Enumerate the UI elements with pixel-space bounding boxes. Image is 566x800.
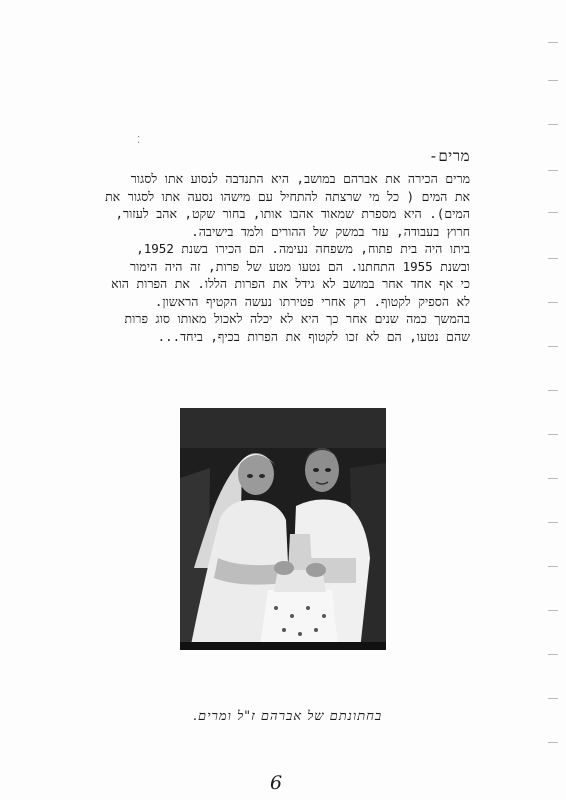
photo-caption: בחתונתם של אברהם ז"ל ומרים. — [192, 709, 383, 724]
paragraph-line: המים). היא מספרת שמאוד אהבו אותו, בחור שקט, אהב לעזור, — [115, 206, 470, 221]
paragraph-line: מרים הכירה את אברהם במושב, היא התנדבה לנסוע אתו לסגור — [130, 171, 470, 186]
scan-margin-marks — [546, 40, 558, 760]
paragraph-line: ביתו היה בית פתוח, משפחה נעימה. הם הכירו בשנת 1952, — [136, 241, 470, 256]
page-number: 6 — [270, 772, 283, 794]
wedding-photo-image — [180, 408, 386, 650]
paragraph-line: חרוץ בעבודה, עזר במשק של ההורים ולמד בישיבה. — [191, 223, 470, 239]
paragraph-line: כי אף אחד אחר במושב לא גידל את הפרות הללו. את הפרות הוא — [111, 276, 470, 291]
paragraph-line: את המים ( כל מי שרצתה להתחיל עם מישהו נסעה אתו לסגור את — [105, 188, 470, 204]
scan-speck: ⁚ — [137, 135, 141, 146]
paragraph-line: בהמשך כמה שנים אחר כך היא לא יכלה לאכול מאותו סוג פרות — [124, 311, 470, 326]
paragraph-line: שהם נטעו, הם לא זכו לקטוף את הפרות בכיף, ביחד... — [157, 328, 470, 344]
paragraph-line: ובשנת 1955 התחתנו. הם נטעו מטע של פרות, זה היה הימור — [130, 258, 470, 274]
section-title: מרים- — [428, 147, 470, 165]
story-paragraph — [90, 170, 470, 345]
wedding-photo — [180, 408, 386, 650]
paragraph-line: לא הספיק לקטוף. רק אחרי פטירתו נעשה הקטיף הראשון. — [154, 293, 470, 309]
